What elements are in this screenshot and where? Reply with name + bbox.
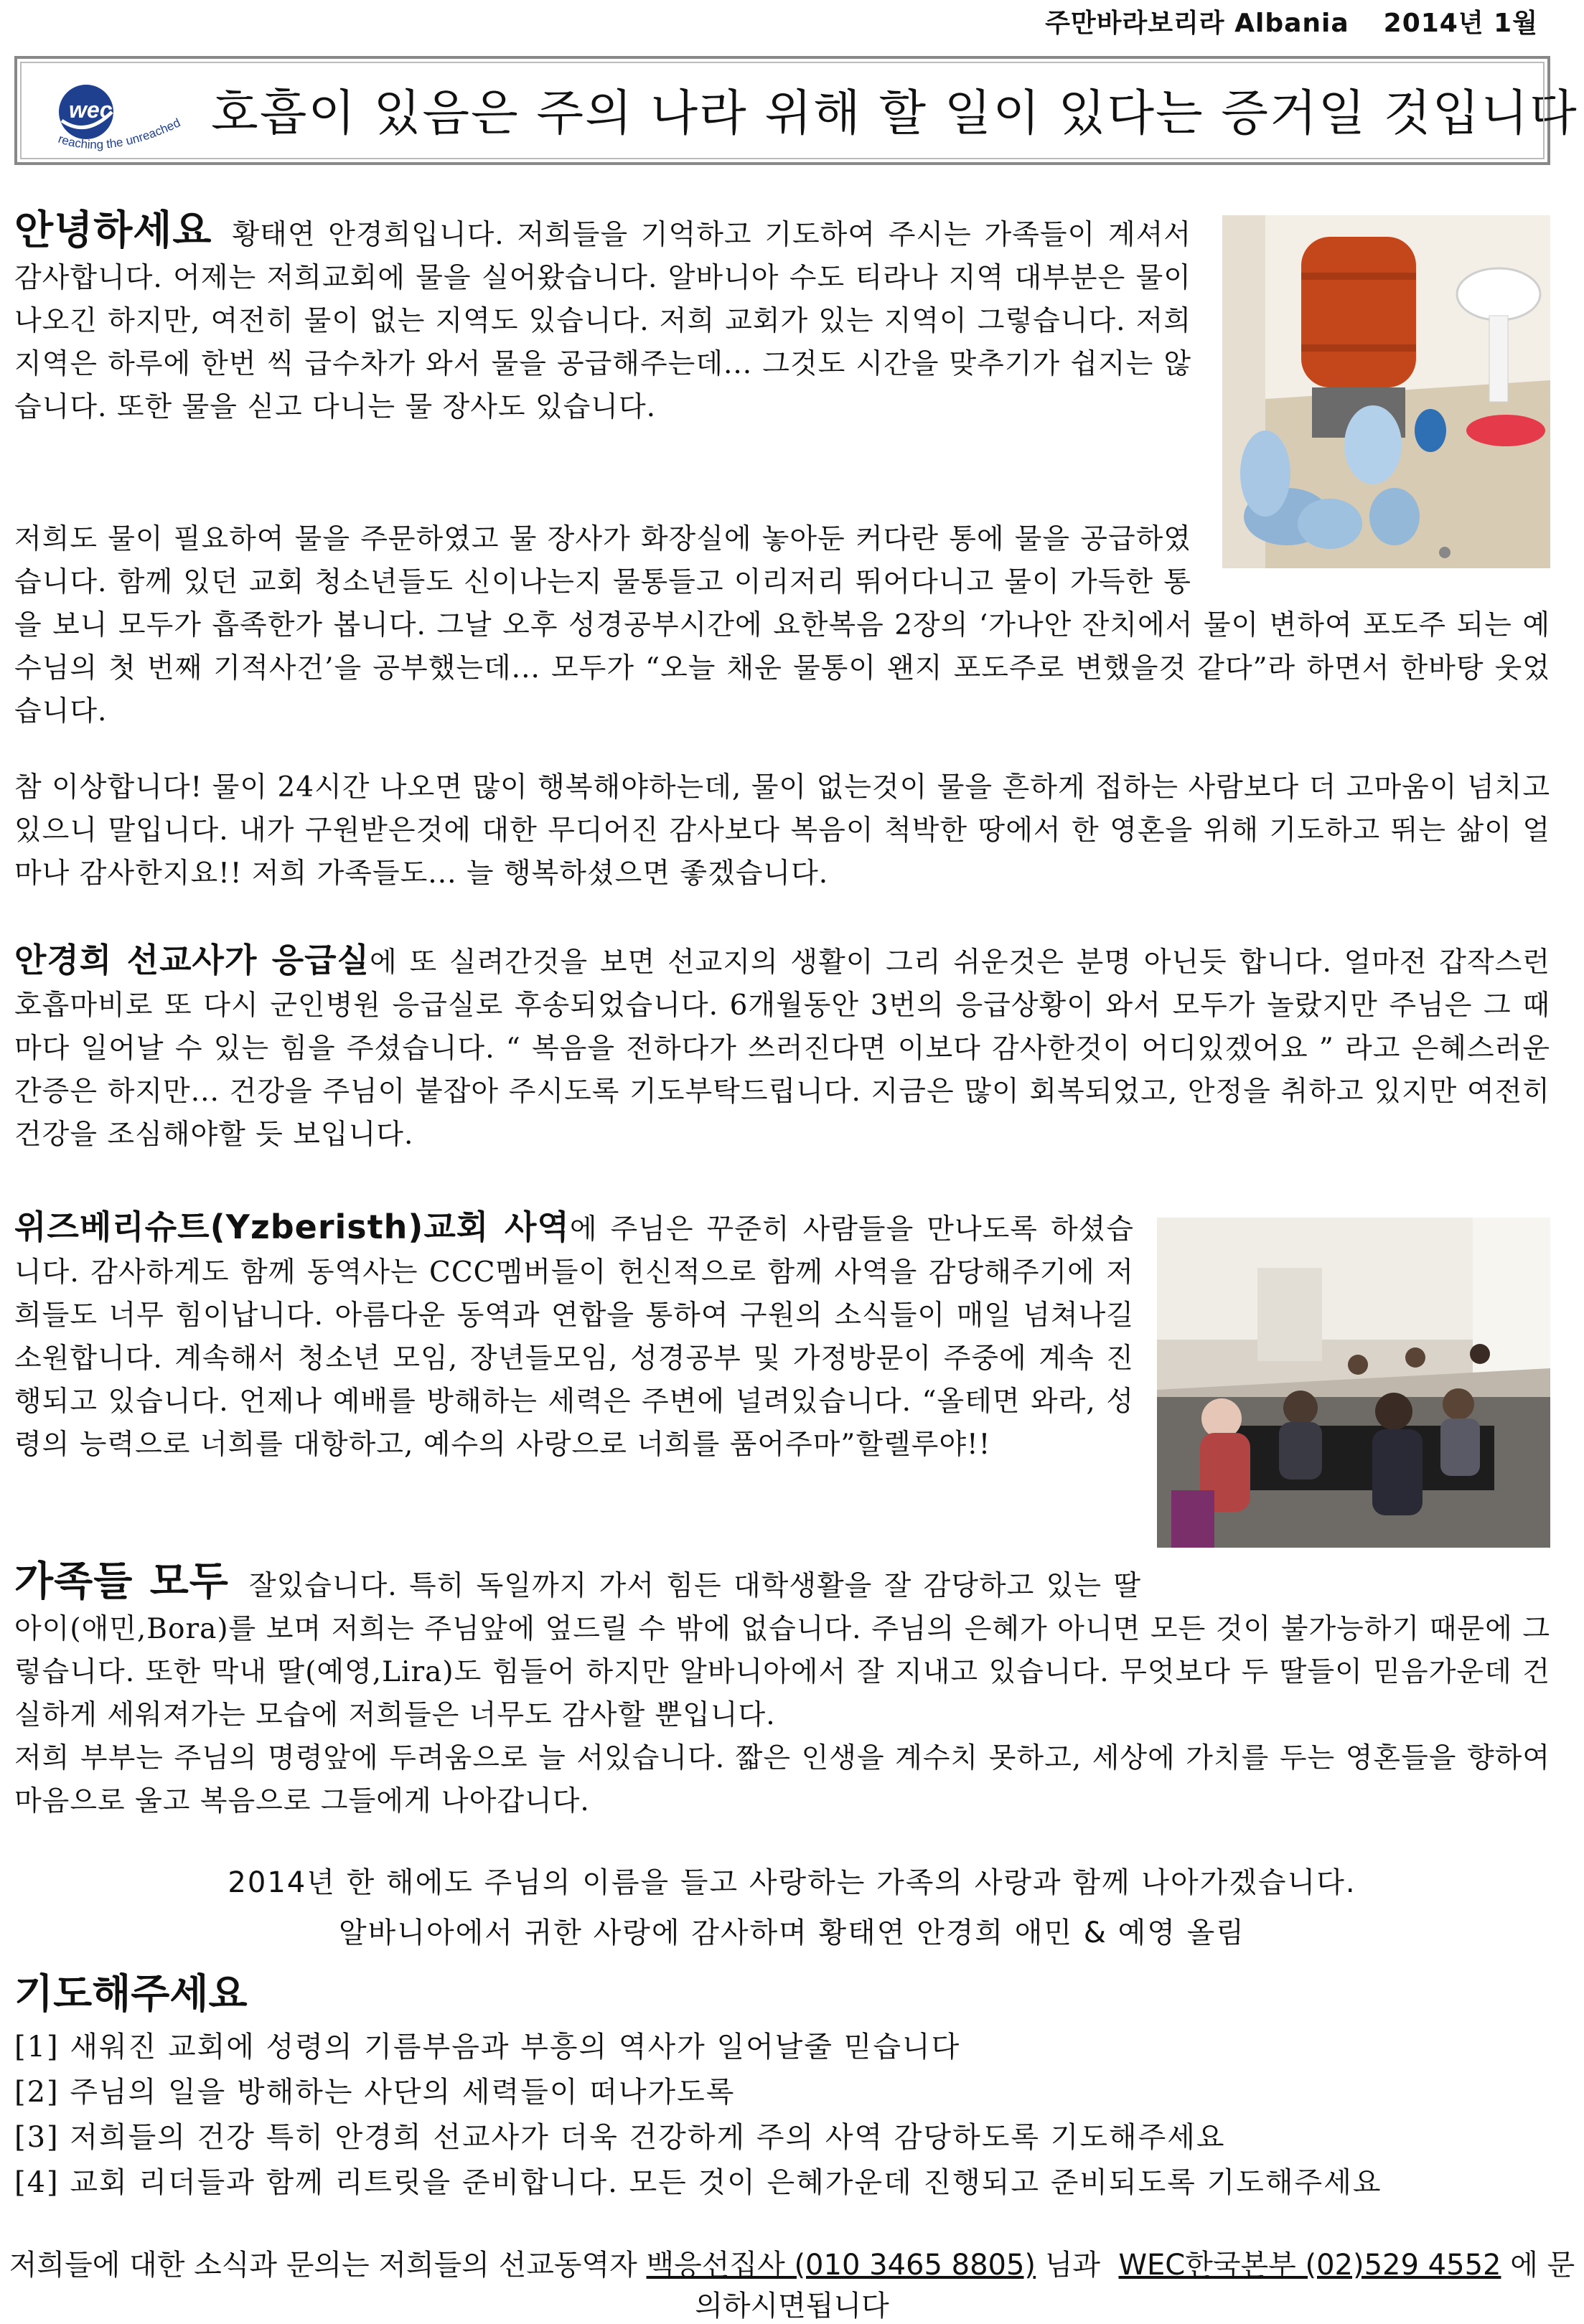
closing-line-1: 2014년 한 해에도 주님의 이름을 들고 사랑하는 가족의 사랑과 함께 나아가겠습니다.	[228, 1866, 1356, 1899]
issue-date: 2014년 1월	[1383, 9, 1538, 38]
health-text: 에 또 실려간것을 보면 선교지의 생활이 그리 쉬운것은 분명 아닌듯 합니다. 얼마전 갑작스런 호흡마비로 또 다시 군인병원 응급실로 후송되었습니다. 6개월동안 3번의 응급상황이 와서 모두가 놀랐지만 주님은 그 때마다 일어날 수 있는 힘을 주셨습니다. “ 복음을 전하다가 쓰러진다면 이보다 감사한것이 어디있겠어요 ” 라고 은혜스러운 간증은 하지만... 건강을 주님이 붙잡아 주시도록 기도부탁드립니다. 지금은 많이 회복되었고, 안정을 취하고 있지만 여전히 건강을 조심해야할 듯 보입니다.	[14, 946, 1551, 1151]
title-banner	[14, 56, 1578, 165]
water-barrel-photo	[1222, 215, 1550, 568]
family-text: 잘있습니다. 특히 독일까지 가서 힘든 대학생활을 잘 감당하고 있는 딸아이(애민,Bora)를 보며 저희는 주님앞에 엎드릴 수 밖에 없습니다. 주님의 은혜가 아니면 모든 것이 불가능하기 때문에 그렇습니다. 또한 막내 딸(예영,Lira)도 힘들어 하지만 알바니아에서 잘 지내고 있습니다. 무엇보다 두 딸들이 믿음가운데 건실하게 세워져가는 모습에 저희들은 너무도 감사할 뿐입니다.	[14, 1570, 1550, 1731]
footer-post: 에 문의하시면됩니다	[695, 2249, 1575, 2323]
org-name: 주만바라보리라 Albania	[1045, 9, 1349, 38]
contact-link-2[interactable]: WEC한국본부 (02)529 4552	[1118, 2249, 1501, 2282]
church-paragraph	[14, 1205, 1134, 1467]
prayer-item: [2] 주님의 일을 방해하는 사단의 세력들이 떠나가도록	[14, 2076, 736, 2109]
logo-tagline: reaching the unreached	[56, 116, 183, 152]
greeting-paragraph	[14, 207, 1191, 429]
family-float-spacer	[1141, 1561, 1550, 1568]
closing-line-2: 알바니아에서 귀한 사랑에 감사하며 황태연 안경희 애민 & 예영 올림	[339, 1916, 1245, 1949]
health-lead: 안경희 선교사가 응급실	[14, 941, 370, 979]
contact-footer	[0, 2242, 1584, 2324]
photo-float-spacer	[1191, 518, 1550, 604]
church-lead: 위즈베리슈트(Yzberisth)교회 사역	[14, 1208, 570, 1246]
water-paragraph	[14, 518, 1550, 728]
family-text-2: 저희 부부는 주님의 명령앞에 두려움으로 늘 서있습니다. 짧은 인생을 계수치 못하고, 세상에 가치를 두는 영혼들을 향하여 마음으로 울고 복음으로 그들에게 나아갑니다.	[14, 1742, 1550, 1817]
issue-header	[1045, 3, 1538, 39]
gratitude-paragraph	[14, 766, 1550, 895]
family-paragraph	[14, 1558, 1550, 1823]
greeting-lead: 안녕하세요	[14, 207, 212, 254]
wec-logo	[43, 76, 194, 155]
church-meeting-photo	[1157, 1218, 1550, 1548]
prayer-list	[14, 2025, 1382, 2206]
contact-link-1[interactable]: 백응선집사 (010 3465 8805)	[646, 2249, 1036, 2282]
footer-pre: 저희들에 대한 소식과 문의는 저희들의 선교동역자	[9, 2249, 637, 2282]
prayer-item: [4] 교회 리더들과 함께 리트릿을 준비합니다. 모든 것이 은혜가운데 진행되고 준비되도록 기도해주세요	[14, 2166, 1382, 2199]
water-paragraph-text: 저희도 물이 필요하여 물을 주문하였고 물 장사가 화장실에 놓아둔 커다란 통에 물을 공급하였습니다. 함께 있던 교회 청소년들도 신이나는지 물통들고 이리저리 뛰어다니고 물이 가득한 통을 보니 모두가 흡족한가 봅니다. 그날 오후 성경공부시간에 요한복음 2장의 ‘가나안 잔치에서 물이 변하여 포도주 되는 예수님의 첫 번째 기적사건’을 공부했는데... 모두가 “오늘 채운 물통이 왠지 포도주로 변했을것 같다”라 하면서 한바탕 웃었습니다.	[14, 523, 1550, 728]
family-lead: 가족들 모두	[14, 1558, 229, 1605]
prayer-item: [1] 새워진 교회에 성령의 기름부음과 부흥의 역사가 일어날줄 믿습니다	[14, 2031, 961, 2064]
prayer-item: [3] 저희들의 건강 특히 안경희 선교사가 더욱 건강하게 주의 사역 감당하도록 기도해주세요	[14, 2121, 1226, 2154]
health-paragraph	[14, 938, 1550, 1157]
footer-mid: 님과	[1044, 2249, 1101, 2282]
page-title: 호흡이 있음은 주의 나라 위해 할 일이 있다는 증거일 것입니다	[211, 85, 1578, 142]
greeting-text: 황태연 안경희입니다. 저희들을 기억하고 기도하여 주시는 가족들이 계셔서 감사합니다. 어제는 저희교회에 물을 실어왔습니다. 알바니아 수도 티라나 지역 대부분은 물이 나오긴 하지만, 여전히 물이 없는 지역도 있습니다. 저희 교회가 있는 지역이 그렇습니다. 저희 지역은 하루에 한번 씩 급수차가 와서 물을 공급해주는데... 그것도 시간을 맞추기가 쉽지는 않습니다. 또한 물을 싣고 다니는 물 장사도 있습니다.	[14, 219, 1191, 423]
prayer-title: 기도해주세요	[14, 1971, 248, 2018]
logo-mark-text: wec	[69, 97, 113, 123]
church-text: 에 주님은 꾸준히 사람들을 만나도록 하셨습니다. 감사하게도 함께 동역사는 CCC멤버들이 헌신적으로 함께 사역을 감당해주기에 저희들도 너무 힘이납니다. 아름다운 동역과 연합을 통하여 구원의 소식들이 매일 넘쳐나길 소원합니다. 계속해서 청소년 모임, 장년들모임, 성경공부 및 가정방문이 주중에 계속 진행되고 있습니다. 언제나 예배를 방해하는 세력은 주변에 널려있습니다. “올테면 와라, 성령의 능력으로 너희를 대항하고, 예수의 사랑으로 너희를 품어주마”할렐루야!!	[14, 1213, 1135, 1461]
gratitude-text: 참 이상합니다! 물이 24시간 나오면 많이 행복해야하는데, 물이 없는것이 물을 흔하게 접하는 사람보다 더 고마움이 넘치고 있으니 말입니다. 내가 구원받은것에 대한 무디어진 감사보다 복음이 척박한 땅에서 한 영혼을 위해 기도하고 뛰는 삶이 얼마나 감사한지요!! 저희 가족들도... 늘 행복하셨으면 좋겠습니다.	[14, 771, 1550, 890]
